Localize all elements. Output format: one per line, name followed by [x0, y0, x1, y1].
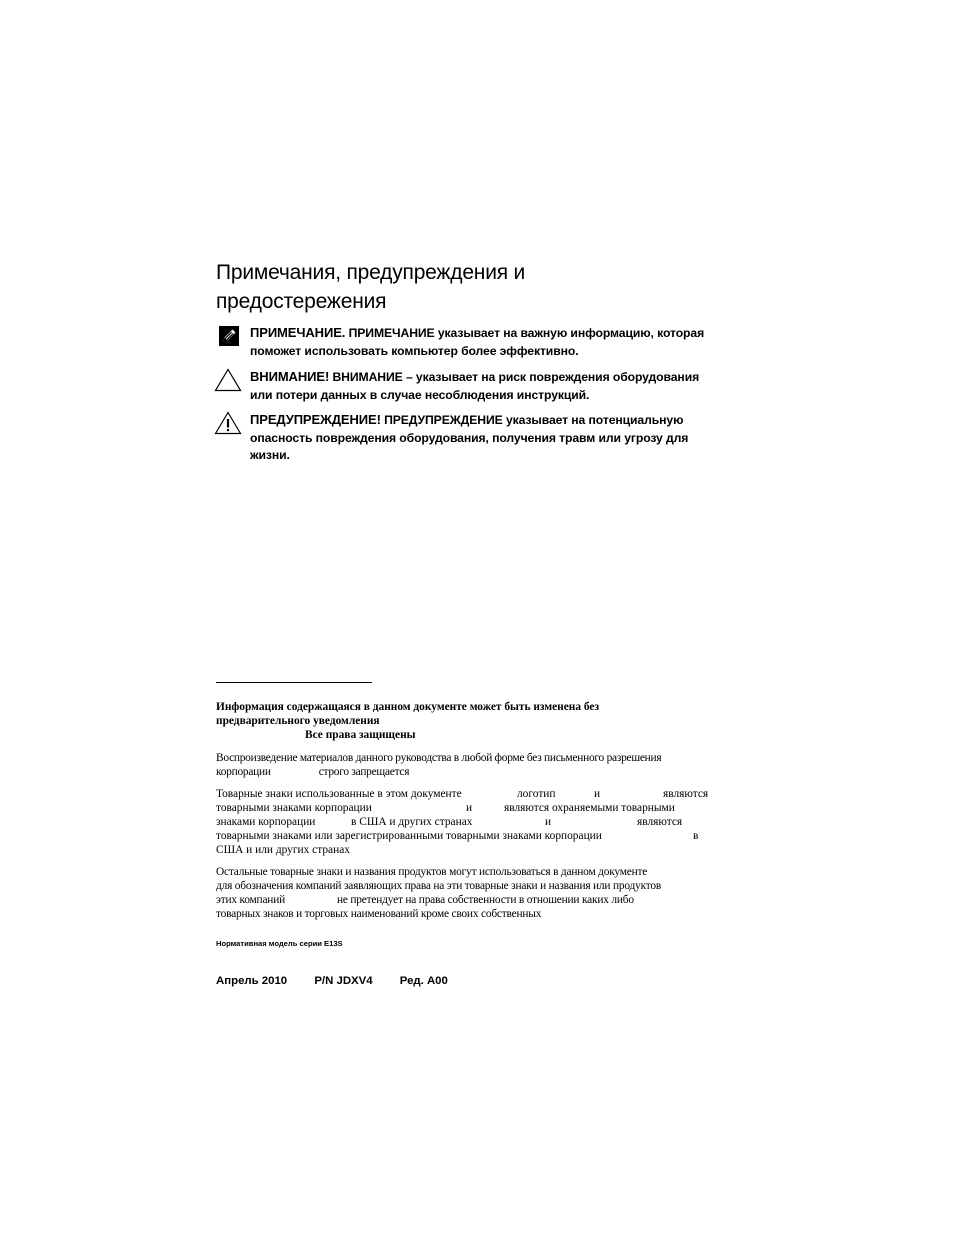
tm-line-4b: в [693, 830, 699, 842]
regulatory-model: Нормативная модель серии E13S [216, 939, 343, 948]
reproduction-paragraph [216, 751, 716, 779]
other-trademarks-paragraph [216, 865, 716, 921]
publication-date: Апрель 2010 [216, 975, 288, 987]
note-pencil-icon [214, 324, 242, 350]
other-line-1: Остальные товарные знаки и названия продуктов могут использоваться в данном документе [216, 866, 648, 878]
other-line-3a: этих компаний [216, 894, 285, 906]
tm-line-1b: логотип [517, 788, 556, 800]
divider [216, 682, 372, 683]
tm-line-1a: Товарные знаки использованные в этом документе [216, 788, 462, 800]
caution-text-line-2: или потери данных в случае несоблюдения инструкций. [250, 387, 590, 402]
note-text-line-1: ПРИМЕЧАНИЕ указывает на важную информацию, которая [348, 326, 705, 340]
repro-line-1: Воспроизведение материалов данного руководства в любой форме без письменного разрешения [216, 752, 662, 764]
trademarks-paragraph [216, 787, 716, 857]
page-title-line-2: предостережения [216, 290, 387, 313]
page-title [216, 258, 776, 316]
tm-line-1d: являются [663, 788, 709, 800]
tm-line-5: США и или других странах [216, 844, 350, 856]
warning-triangle-exclamation-icon [214, 411, 242, 437]
tm-line-3b: в США и других странах [351, 816, 473, 828]
tm-line-2b: и [466, 802, 473, 814]
publication-info [216, 975, 472, 987]
other-line-2: для обозначения компаний заявляющих права на эти товарные знаки и названия или продуктов [216, 880, 662, 892]
tm-line-3d: являются [637, 816, 683, 828]
tm-line-4a: товарными знаками или зарегистрированными товарными знаками корпорации [216, 830, 602, 842]
tm-line-1c: и [594, 788, 601, 800]
warning-text-line-1: ПРЕДУПРЕЖДЕНИЕ указывает на потенциальную [384, 413, 684, 427]
tm-line-2c: являются охраняемыми товарными [504, 802, 675, 814]
repro-line-2a: корпорации [216, 766, 271, 778]
info-line-2: предварительного уведомления [216, 715, 380, 727]
page-title-line-1: Примечания, предупреждения и [216, 261, 526, 284]
triangle-outline-icon [214, 368, 242, 394]
note-label: ПРИМЕЧАНИЕ. [250, 325, 346, 340]
caution-label: ВНИМАНИЕ! [250, 369, 330, 384]
revision: Ред. A00 [399, 975, 448, 987]
repro-line-2b: строго запрещается [318, 766, 410, 778]
info-paragraph [216, 700, 716, 742]
other-line-3b: не претендует на права собственности в отношении каких либо [337, 894, 634, 906]
tm-line-2a: товарными знаками корпорации [216, 802, 372, 814]
tm-line-3c: и [545, 816, 552, 828]
part-number: P/N JDXV4 [314, 975, 373, 987]
note-text-line-2: поможет использовать компьютер более эффективно. [250, 343, 579, 358]
rights-reserved: Все права защищены [305, 729, 416, 741]
warning-text-line-3: жизни. [250, 448, 290, 462]
warning-text-line-2: опасность повреждения оборудования, получения травм или угрозу для [250, 430, 689, 445]
other-line-4: товарных знаков и торговых наименований кроме своих собственных [216, 908, 542, 920]
caution-text-line-1: ВНИМАНИЕ – указывает на риск повреждения оборудования [332, 370, 700, 384]
warning-label: ПРЕДУПРЕЖДЕНИЕ! [250, 412, 381, 427]
info-line-1: Информация содержащаяся в данном документе может быть изменена без [216, 701, 600, 713]
tm-line-3a: знаками корпорации [216, 816, 316, 828]
